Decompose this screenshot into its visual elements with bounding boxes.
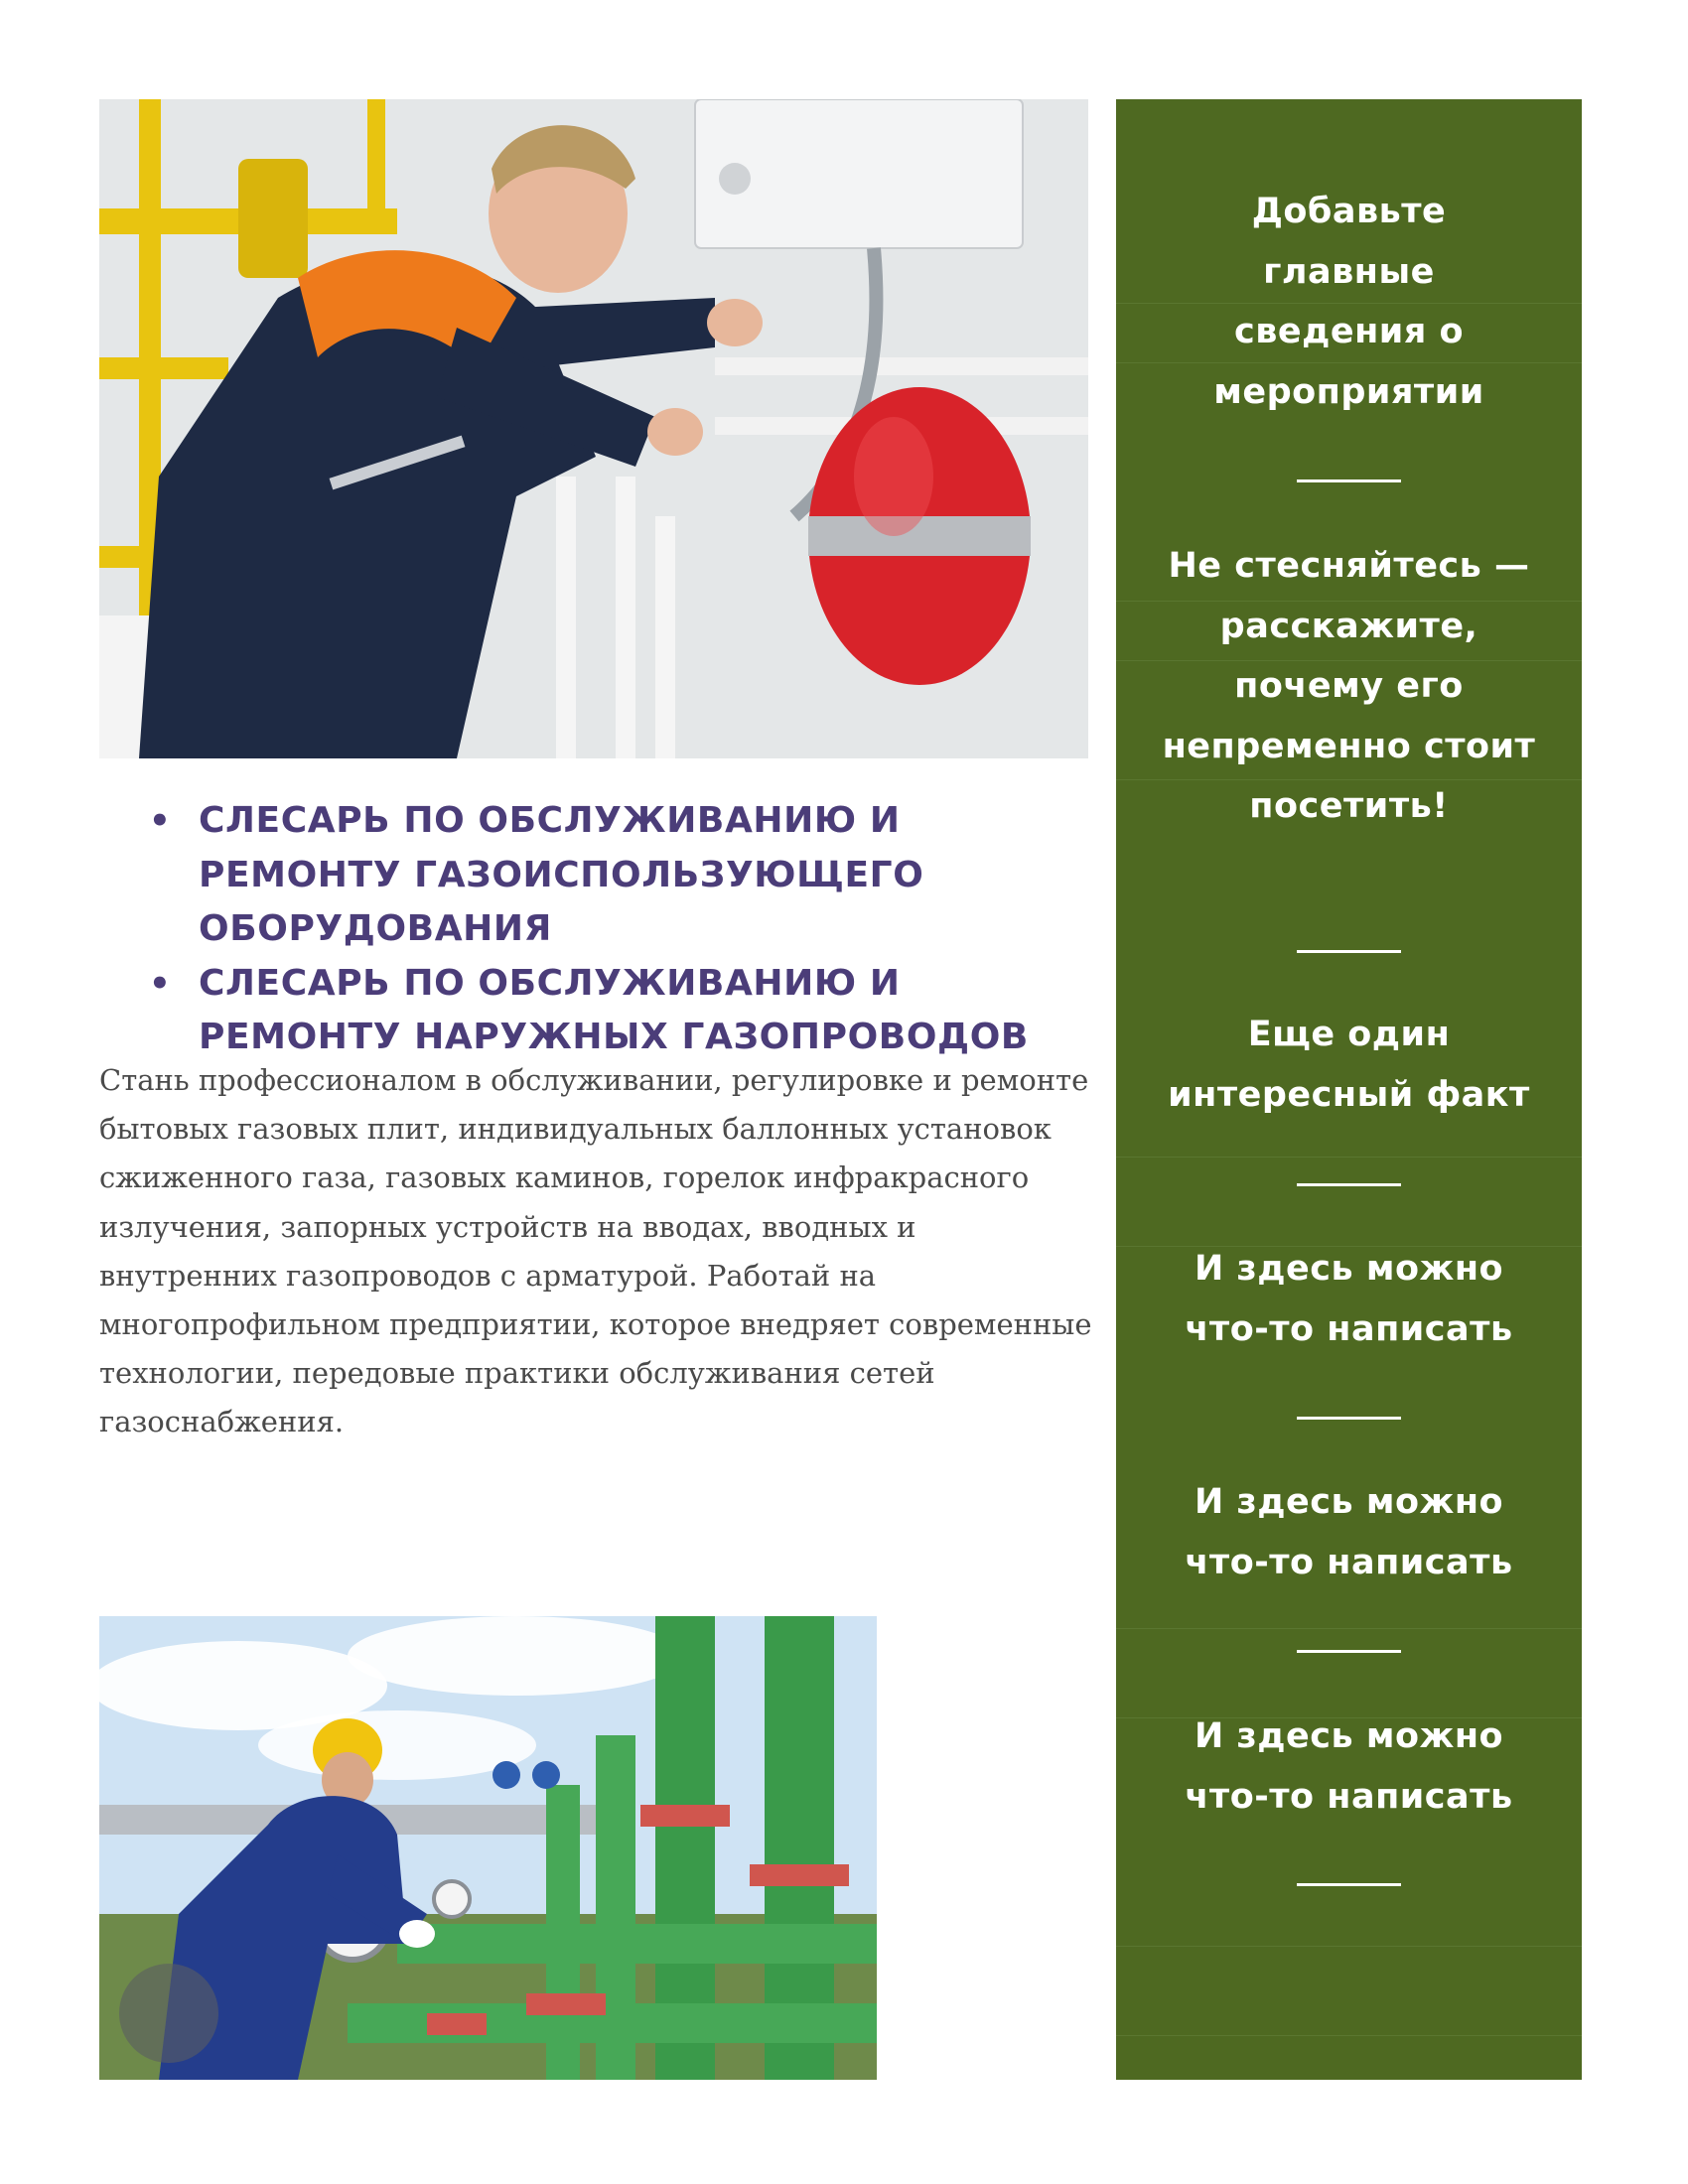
sidebar-note-3: И здесь можно что-то написать — [1185, 1716, 1513, 1817]
pipeline-photo — [99, 1616, 877, 2080]
sidebar-event-info: Добавьте главные сведения о мероприятии — [1213, 192, 1484, 412]
boiler-room-photo — [99, 99, 1088, 758]
sidebar-divider — [1297, 1883, 1401, 1886]
sidebar-divider — [1297, 950, 1401, 953]
info-sidebar — [1116, 99, 1582, 2080]
sidebar-note-2: И здесь можно что-то написать — [1185, 1482, 1513, 1582]
boiler-room-illustration — [99, 99, 1088, 758]
sidebar-why-visit: Не стесняйтесь — расскажите, почему его непременно стоит посетить! — [1162, 546, 1536, 826]
profession-item-equipment: • СЛЕСАРЬ ПО ОБСЛУЖИВАНИЮ И РЕМОНТУ ГАЗОИСПОЛЬЗУЮЩЕГО ОБОРУДОВАНИЯ — [99, 794, 1092, 957]
sidebar-divider — [1297, 1650, 1401, 1653]
sidebar-fact: Еще один интересный факт — [1168, 1015, 1530, 1115]
sidebar-divider — [1297, 1417, 1401, 1420]
sidebar-note-1: И здесь можно что-то написать — [1185, 1249, 1513, 1349]
pipeline-illustration — [99, 1616, 877, 2080]
sidebar-divider — [1297, 479, 1401, 482]
sidebar-divider — [1297, 1183, 1401, 1186]
profession-item-pipelines: • СЛЕСАРЬ ПО ОБСЛУЖИВАНИЮ И РЕМОНТУ НАРУЖНЫХ ГАЗОПРОВОДОВ — [99, 957, 1092, 1065]
description-paragraph: Стань профессионалом в обслуживании, регулировке и ремонте бытовых газовых плит, индивидуальных баллонных установок сжиженного газа, газовых каминов, горелок инфракрасного излучения, запорных устройств на вводах, вводных и внутренних газопроводов с арматурой. Работай на многопрофильном предприятии, которое внедряет современные технологии, передовые практики обслуживания сетей газоснабжения. — [99, 1063, 1092, 1439]
profession-list — [99, 794, 1092, 1065]
